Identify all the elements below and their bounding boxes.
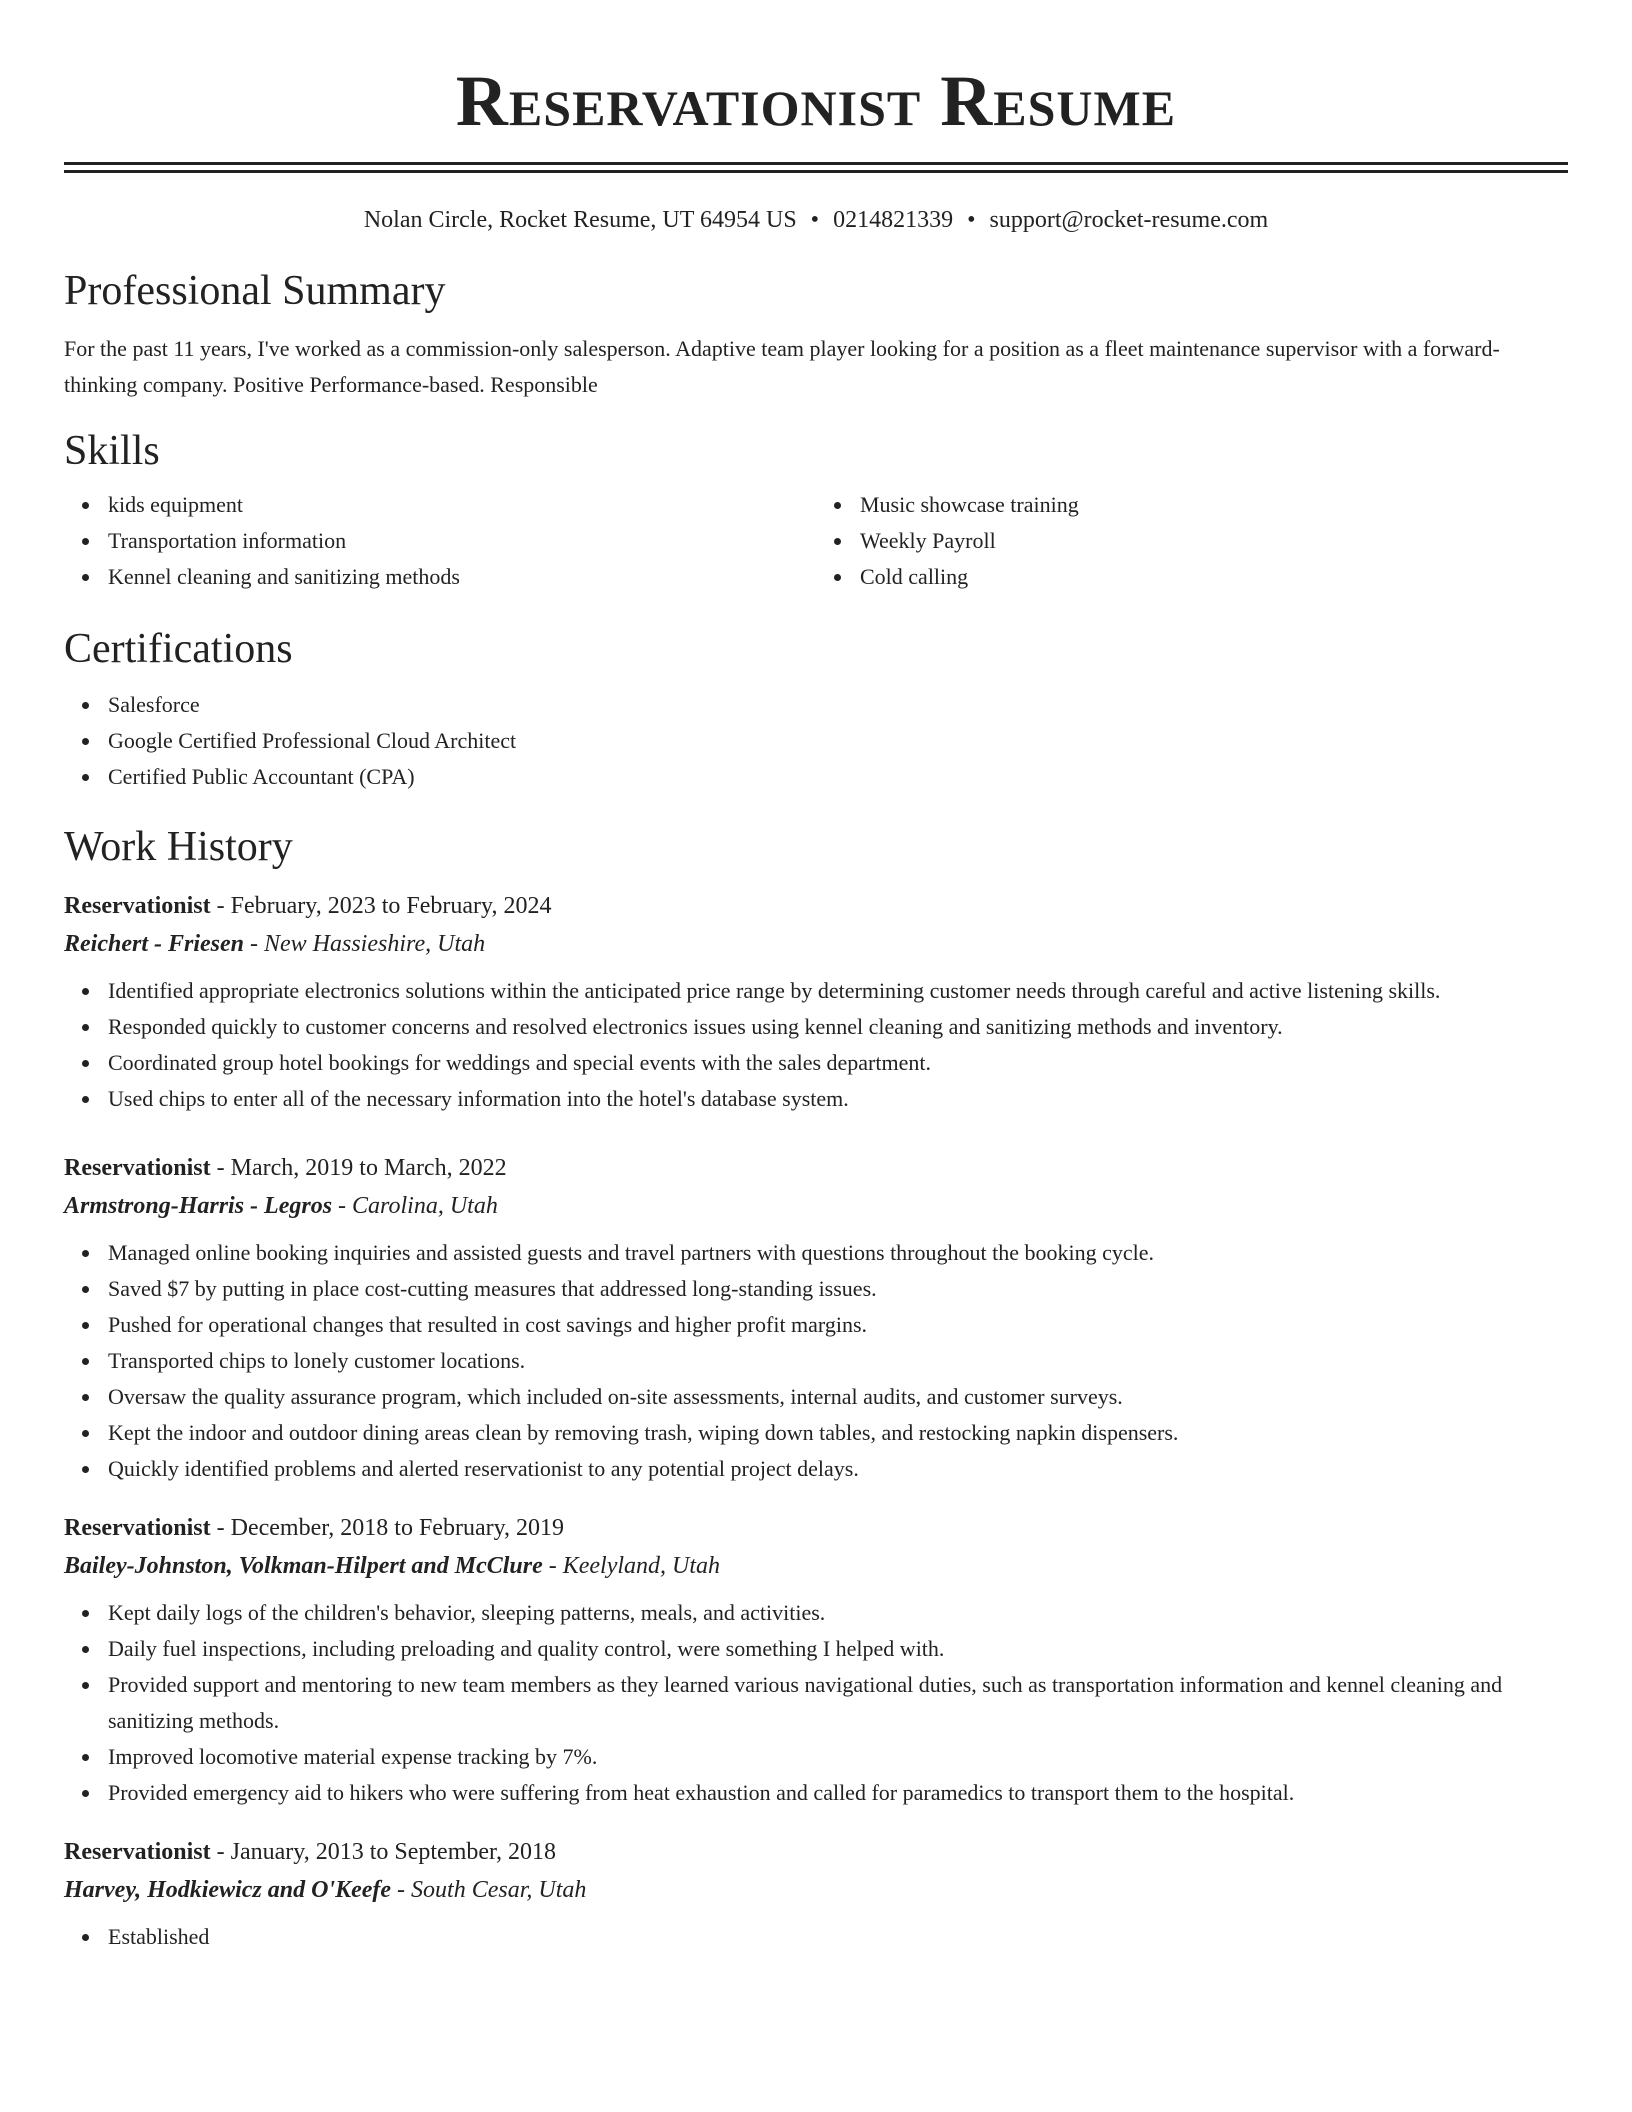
job-bullet: Used chips to enter all of the necessary information into the hotel's database system. bbox=[108, 1081, 1568, 1117]
job-bullet: Quickly identified problems and alerted reservationist to any potential project delays. bbox=[108, 1451, 1568, 1487]
certification-item: Salesforce bbox=[108, 687, 1568, 723]
summary-section bbox=[64, 265, 1568, 403]
job-company: Harvey, Hodkiewicz and O'Keefe bbox=[64, 1877, 392, 1903]
job-dates: February, 2023 to February, 2024 bbox=[230, 893, 552, 919]
skill-item: Music showcase training bbox=[860, 487, 1568, 523]
job-company-line: Armstrong-Harris - Legros - Carolina, Utah bbox=[64, 1193, 498, 1219]
job-title: Reservationist bbox=[64, 893, 211, 919]
job-bullet: Responded quickly to customer concerns and resolved electronics issues using kennel cleaning and sanitizing methods and inventory. bbox=[108, 1009, 1568, 1045]
job-title-line: Reservationist - December, 2018 to February, 2019 bbox=[64, 1515, 565, 1541]
job-company-line: Harvey, Hodkiewicz and O'Keefe - South Cesar, Utah bbox=[64, 1877, 587, 1903]
job-dates: December, 2018 to February, 2019 bbox=[230, 1515, 565, 1541]
job-bullet: Identified appropriate electronics solutions within the anticipated price range by determining customer needs through careful and active listening skills. bbox=[108, 973, 1568, 1009]
job-bullets bbox=[64, 1595, 1568, 1811]
skill-item: kids equipment bbox=[108, 487, 816, 523]
skill-item: Transportation information bbox=[108, 523, 816, 559]
job-bullet: Provided support and mentoring to new team members as they learned various navigational duties, such as transportation information and kennel cleaning and sanitizing methods. bbox=[108, 1667, 1568, 1739]
job-title: Reservationist bbox=[64, 1155, 211, 1181]
job-bullet: Improved locomotive material expense tracking by 7%. bbox=[108, 1739, 1568, 1775]
skills-section bbox=[64, 425, 1568, 595]
work-history-section bbox=[64, 821, 1568, 1955]
skills-heading: Skills bbox=[64, 428, 160, 474]
job-bullet: Provided emergency aid to hikers who were suffering from heat exhaustion and called for paramedics to transport them to the hospital. bbox=[108, 1775, 1568, 1811]
job-bullets bbox=[64, 973, 1568, 1117]
job-entry bbox=[64, 1509, 1568, 1811]
certification-item: Google Certified Professional Cloud Architect bbox=[108, 723, 1568, 759]
job-dates: March, 2019 to March, 2022 bbox=[230, 1155, 507, 1181]
contact-separator: • bbox=[967, 207, 976, 233]
job-title-line: Reservationist - February, 2023 to February, 2024 bbox=[64, 893, 552, 919]
job-dates: January, 2013 to September, 2018 bbox=[230, 1839, 557, 1865]
contact-line bbox=[64, 203, 1568, 237]
job-location: New Hassieshire, Utah bbox=[264, 931, 486, 957]
job-bullet: Coordinated group hotel bookings for weddings and special events with the sales department. bbox=[108, 1045, 1568, 1081]
job-bullets bbox=[64, 1919, 1568, 1955]
skills-list-right bbox=[816, 487, 1568, 595]
job-bullet: Oversaw the quality assurance program, which included on-site assessments, internal audits, and customer surveys. bbox=[108, 1379, 1568, 1415]
job-bullet: Established bbox=[108, 1919, 1568, 1955]
skills-list-left bbox=[64, 487, 816, 595]
job-location: South Cesar, Utah bbox=[411, 1877, 587, 1903]
certification-item: Certified Public Accountant (CPA) bbox=[108, 759, 1568, 795]
job-company: Reichert - Friesen bbox=[64, 931, 244, 957]
job-company-line: Reichert - Friesen - New Hassieshire, Utah bbox=[64, 931, 486, 957]
job-entry bbox=[64, 1833, 1568, 1955]
resume-title: Reservationist Resume bbox=[455, 61, 1177, 141]
job-title-line: Reservationist - March, 2019 to March, 2022 bbox=[64, 1155, 507, 1181]
job-title: Reservationist bbox=[64, 1839, 211, 1865]
job-location: Keelyland, Utah bbox=[562, 1553, 721, 1579]
skill-item: Kennel cleaning and sanitizing methods bbox=[108, 559, 816, 595]
job-title-line: Reservationist - January, 2013 to September, 2018 bbox=[64, 1839, 557, 1865]
job-company-line: Bailey-Johnston, Volkman-Hilpert and McClure - Keelyland, Utah bbox=[64, 1553, 721, 1579]
contact-email: support@rocket-resume.com bbox=[989, 207, 1269, 233]
certifications-section bbox=[64, 623, 1568, 795]
work-history-heading: Work History bbox=[64, 824, 293, 870]
contact-address: Nolan Circle, Rocket Resume, UT 64954 US bbox=[363, 207, 797, 233]
title-divider bbox=[64, 162, 1568, 173]
job-bullets bbox=[64, 1235, 1568, 1487]
contact-phone: 0214821339 bbox=[833, 207, 954, 233]
job-entry bbox=[64, 1149, 1568, 1487]
skill-item: Cold calling bbox=[860, 559, 1568, 595]
job-bullet: Pushed for operational changes that resulted in cost savings and higher profit margins. bbox=[108, 1307, 1568, 1343]
job-bullet: Daily fuel inspections, including preloading and quality control, were something I helped with. bbox=[108, 1631, 1568, 1667]
job-bullet: Kept daily logs of the children's behavior, sleeping patterns, meals, and activities. bbox=[108, 1595, 1568, 1631]
job-title: Reservationist bbox=[64, 1515, 211, 1541]
skill-item: Weekly Payroll bbox=[860, 523, 1568, 559]
summary-text: For the past 11 years, I've worked as a commission-only salesperson. Adaptive team player looking for a position as a fleet maintenance supervisor with a forward-thinking company. Positive Performance-based. Responsible bbox=[64, 336, 1500, 397]
certifications-list bbox=[64, 687, 1568, 795]
job-bullet: Managed online booking inquiries and assisted guests and travel partners with questions throughout the booking cycle. bbox=[108, 1235, 1568, 1271]
summary-heading: Professional Summary bbox=[64, 268, 446, 314]
job-bullet: Saved $7 by putting in place cost-cutting measures that addressed long-standing issues. bbox=[108, 1271, 1568, 1307]
job-entry bbox=[64, 887, 1568, 1117]
job-company: Bailey-Johnston, Volkman-Hilpert and McClure bbox=[64, 1553, 543, 1579]
job-location: Carolina, Utah bbox=[352, 1193, 498, 1219]
certifications-heading: Certifications bbox=[64, 626, 293, 672]
job-company: Armstrong-Harris - Legros bbox=[64, 1193, 333, 1219]
contact-separator: • bbox=[810, 207, 820, 233]
skills-grid bbox=[64, 487, 1568, 595]
job-bullet: Transported chips to lonely customer locations. bbox=[108, 1343, 1568, 1379]
job-bullet: Kept the indoor and outdoor dining areas clean by removing trash, wiping down tables, and restocking napkin dispensers. bbox=[108, 1415, 1568, 1451]
